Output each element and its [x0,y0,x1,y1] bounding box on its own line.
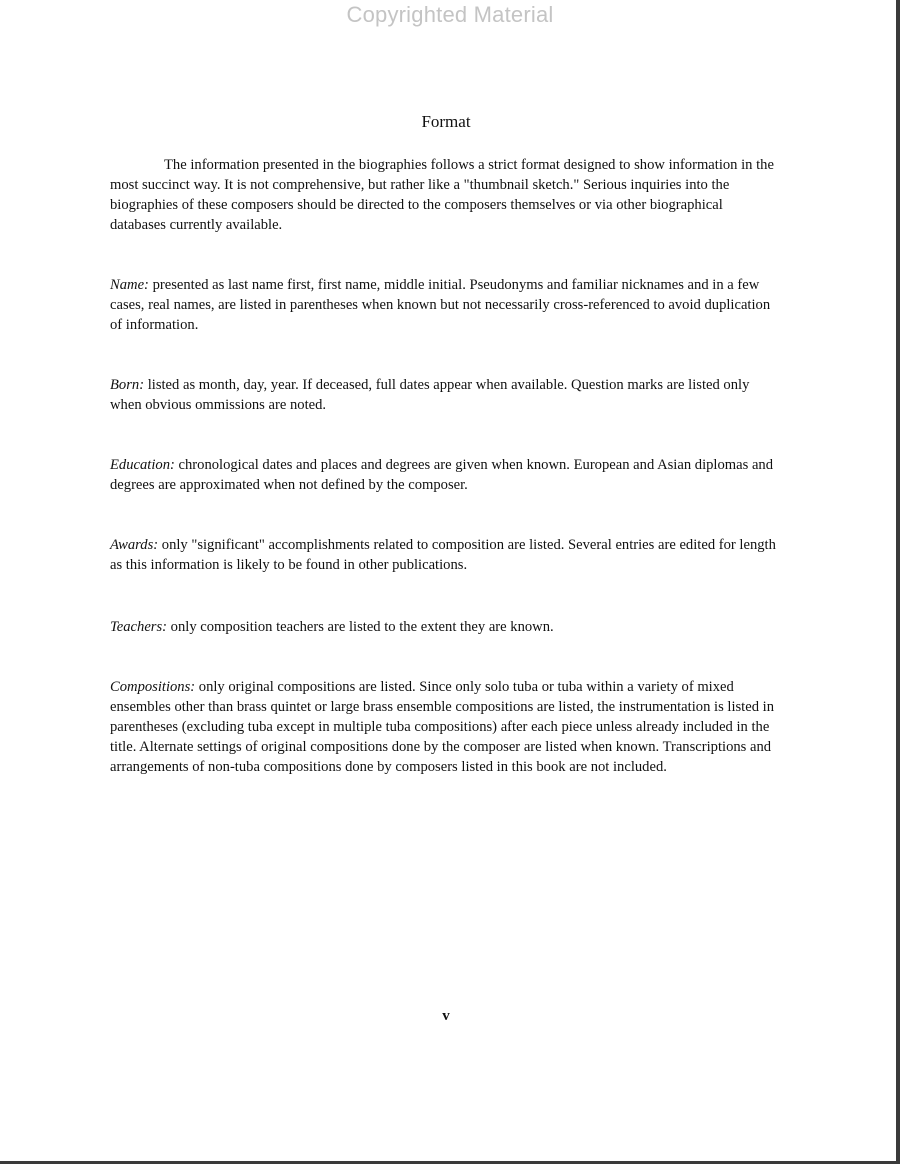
page-title: Format [421,112,471,131]
intro-paragraph: The information presented in the biographies follows a strict format designed to show information in the most succinct way. It is not comprehensive, but rather like a "thumbnail sketch." Serious inquiries into the biographies of these composers should be directed to the composers themselves or via other biographical databases currently available. [110,157,774,233]
compositions-label: Compositions: [110,679,196,695]
compositions-paragraph [110,677,782,777]
page-edge-right [896,0,900,1164]
awards-paragraph [110,535,782,575]
education-description: chronological dates and places and degrees are given when known. European and Asian diplomas and degrees are approximated when not defined by the composer. [110,457,774,493]
born-label: Born: [110,377,145,393]
awards-label: Awards: [110,537,159,553]
teachers-description: only composition teachers are listed to the extent they are known. [167,619,554,635]
name-paragraph [110,275,782,335]
teachers-paragraph [110,617,782,637]
education-paragraph [110,455,782,495]
born-paragraph [110,375,782,415]
teachers-label: Teachers: [110,619,168,635]
copyright-watermark: Copyrighted Material [346,2,554,27]
page-number: v [442,1008,450,1024]
name-label: Name: [110,277,149,293]
compositions-description: only original compositions are listed. Since only solo tuba or tuba within a variety of mixed ensembles other than brass quintet or large brass ensemble compositions are listed, the instrumentation is listed in parentheses (excluding tuba except in multiple tuba compositions) after each piece unless already included in the title. Alternate settings of original compositions done by the composer are listed when known. Transcriptions and arrangements of non-tuba compositions done by composers listed in this book are not included. [110,679,775,775]
name-description: presented as last name first, first name, middle initial. Pseudonyms and familiar nicknames and in a few cases, real names, are listed in parentheses when known but not necessarily cross-referenced to avoid duplication of information. [110,277,771,333]
awards-description: only "significant" accomplishments related to composition are listed. Several entries are edited for length as this information is likely to be found in other publications. [110,537,776,573]
education-label: Education: [110,457,175,473]
born-description: listed as month, day, year. If deceased, full dates appear when available. Question marks are listed only when obvious ommissions are noted. [110,377,750,413]
